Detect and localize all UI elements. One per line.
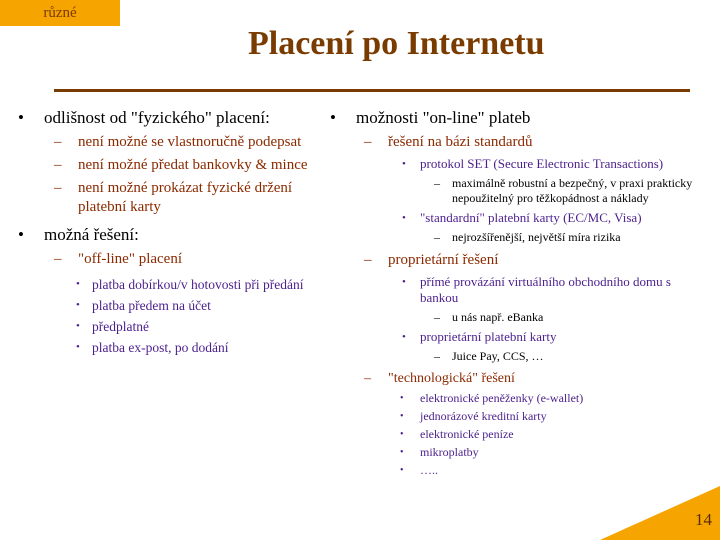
technology-item (330, 409, 710, 424)
small-bullet-icon: • (76, 320, 80, 332)
proprietary-note-text: Juice Pay, CCS, … (452, 349, 544, 363)
left-item-solutions-text: možná řešení: (44, 225, 139, 244)
left-item-difference-text: odlišnost od "fyzického" placení: (44, 108, 270, 127)
offline-item (18, 297, 323, 314)
dash-icon: – (364, 252, 372, 268)
standards-item (330, 210, 710, 226)
proprietary-item-text: proprietární platební karty (420, 329, 557, 344)
proprietary-note-text: u nás např. eBanka (452, 310, 544, 324)
standards-group-label (330, 133, 710, 152)
technology-item-text: mikroplatby (420, 445, 479, 459)
technology-item (330, 427, 710, 442)
proprietary-item (330, 329, 710, 345)
title-underline (54, 89, 690, 92)
standards-item (330, 156, 710, 172)
offline-item-text: platba dobírkou/v hotovosti při předání (92, 277, 304, 292)
offline-item-text: platba ex-post, po dodání (92, 340, 229, 355)
offline-item (18, 318, 323, 335)
proprietary-item-text: přímé provázání virtuálního obchodního domu s bankou (420, 274, 671, 305)
left-subitem (18, 156, 323, 175)
dash-icon: – (434, 310, 440, 324)
offline-item-text: platba předem na účet (92, 298, 211, 313)
right-heading-text: možnosti "on-line" plateb (356, 108, 531, 127)
dash-icon: – (54, 157, 62, 173)
small-bullet-icon: • (402, 331, 406, 343)
left-subitem (18, 133, 323, 152)
right-heading (330, 108, 710, 127)
technology-item-text: ….. (420, 463, 438, 477)
right-column (330, 108, 710, 481)
bullet-icon: • (18, 225, 24, 244)
standards-note-text: maximálně robustní a bezpečný, v praxi prakticky nepoužitelný pro těžkopádnost a náklady (452, 176, 693, 205)
offline-heading-text: "off-line" placení (78, 251, 183, 267)
standards-item-text: "standardní" platební karty (EC/MC, Visa) (420, 210, 642, 225)
proprietary-note (330, 310, 710, 325)
small-bullet-icon: • (76, 299, 80, 311)
offline-item (18, 276, 323, 293)
slide-title: Placení po Internetu (248, 25, 545, 62)
dash-icon: – (54, 134, 62, 150)
page-number: 14 (695, 510, 712, 529)
dash-icon: – (434, 176, 440, 190)
offline-item (18, 339, 323, 356)
technology-group-label (330, 370, 710, 387)
offline-heading (18, 250, 323, 269)
small-bullet-icon: • (400, 429, 404, 440)
small-bullet-icon: • (400, 411, 404, 422)
technology-item-text: elektronické peníze (420, 427, 514, 441)
dash-icon: – (434, 349, 440, 363)
standards-group-label-text: řešení na bázi standardů (388, 134, 533, 150)
small-bullet-icon: • (76, 341, 80, 353)
technology-item (330, 391, 710, 406)
small-bullet-icon: • (76, 278, 80, 290)
technology-item (330, 445, 710, 460)
proprietary-group-label-text: proprietární řešení (388, 252, 499, 268)
left-subitem-text: není možné se vlastnoručně podepsat (78, 134, 302, 150)
small-bullet-icon: • (402, 158, 406, 170)
standards-item-text: protokol SET (Secure Electronic Transactions) (420, 156, 664, 171)
left-subitem-text: není možné předat bankovky & mince (78, 157, 308, 173)
proprietary-group-label (330, 251, 710, 270)
dash-icon: – (54, 180, 62, 196)
section-tag: různé (0, 0, 120, 26)
standards-note (330, 230, 710, 245)
dash-icon: – (364, 371, 371, 386)
standards-note-text: nejrozšířenější, největší míra rizika (452, 230, 621, 244)
left-item-difference (18, 108, 323, 127)
left-item-solutions (18, 225, 323, 244)
dash-icon: – (54, 251, 62, 267)
dash-icon: – (434, 230, 440, 244)
small-bullet-icon: • (402, 276, 406, 288)
bullet-icon: • (18, 108, 24, 127)
proprietary-item (330, 274, 710, 306)
technology-item-text: jednorázové kreditní karty (420, 409, 547, 423)
small-bullet-icon: • (400, 393, 404, 404)
proprietary-note (330, 349, 710, 364)
left-subitem (18, 179, 323, 217)
technology-group-label-text: "technologická" řešení (388, 371, 515, 386)
left-subitem-text: není možné prokázat fyzické držení platební karty (78, 180, 293, 215)
bullet-icon: • (330, 108, 336, 127)
technology-item-text: elektronické peněženky (e-wallet) (420, 391, 584, 405)
small-bullet-icon: • (400, 465, 404, 476)
technology-item (330, 463, 710, 478)
small-bullet-icon: • (400, 447, 404, 458)
standards-note (330, 176, 710, 206)
offline-item-text: předplatné (92, 319, 149, 334)
left-column (18, 108, 323, 360)
dash-icon: – (364, 134, 372, 150)
small-bullet-icon: • (402, 212, 406, 224)
